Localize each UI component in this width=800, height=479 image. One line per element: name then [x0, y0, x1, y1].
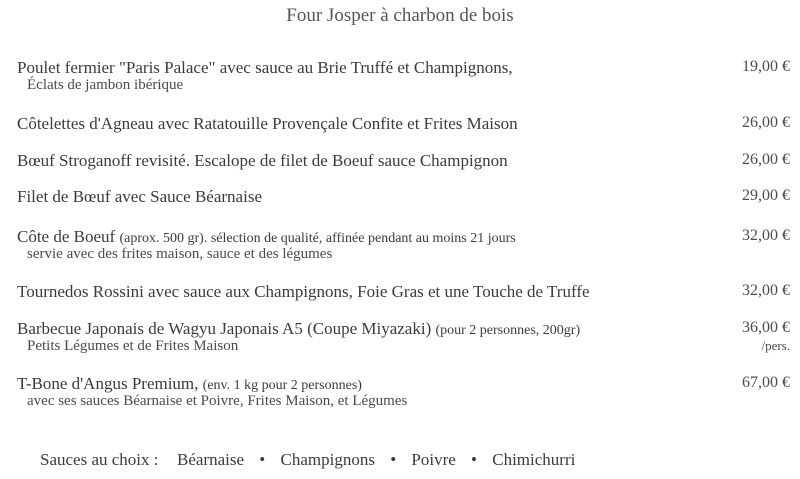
bullet-separator: • — [259, 450, 266, 469]
menu-item — [17, 151, 790, 171]
sauce-option: Chimichurri — [492, 450, 576, 469]
menu-item-name: Tournedos Rossini avec sauce aux Champignons, Foie Gras et une Touche de Truffe — [17, 282, 590, 301]
menu-item-price: 29,00 € — [742, 187, 790, 204]
menu-item — [17, 114, 790, 134]
bullet-separator: • — [390, 450, 397, 469]
menu-item — [17, 187, 790, 207]
menu-item — [17, 282, 790, 302]
menu-item-name: Filet de Bœuf avec Sauce Béarnaise — [17, 187, 262, 206]
menu-item-description: servie avec des frites maison, sauce et des légumes — [27, 246, 333, 262]
menu-item-name: Côtelettes d'Agneau avec Ratatouille Provençale Confite et Frites Maison — [17, 114, 518, 133]
menu-item-price: 36,00 € — [742, 319, 790, 336]
bullet-separator: • — [471, 450, 477, 469]
menu-item-description: Petits Légumes et de Frites Maison — [27, 338, 239, 354]
menu-item-price: 26,00 € — [742, 151, 790, 168]
menu-item-name: Côte de Boeuf — [17, 227, 116, 246]
menu-item-description: avec ses sauces Béarnaise et Poivre, Frites Maison, et Légumes — [27, 393, 408, 409]
menu-item-price-unit: /pers. — [761, 338, 790, 353]
menu-item-price: 32,00 € — [742, 282, 790, 299]
menu-item-name: T-Bone d'Angus Premium, — [17, 374, 199, 393]
menu-item — [17, 58, 790, 94]
menu-item-name: Poulet fermier "Paris Palace" avec sauce au Brie Truffé et Champignons, — [17, 58, 513, 77]
menu-item-price: 26,00 € — [742, 114, 790, 131]
menu-item-detail: (env. 1 kg pour 2 personnes) — [202, 378, 362, 393]
menu-item-description: Éclats de jambon ibérique — [27, 77, 184, 93]
menu-item-name-line — [17, 374, 790, 394]
menu-section-title: Four Josper à charbon de bois — [286, 5, 514, 26]
menu-item-detail: (aprox. 500 gr). sélection de qualité, affinée pendant au moins 21 jours — [119, 231, 516, 246]
menu-item — [17, 227, 790, 263]
sauce-option: Champignons — [280, 450, 375, 469]
menu-item — [17, 319, 790, 355]
menu-item-detail: (pour 2 personnes, 200gr) — [435, 323, 581, 338]
sauce-option: Poivre — [411, 450, 456, 469]
menu-item — [17, 374, 790, 410]
sauce-option: Béarnaise — [177, 450, 245, 469]
menu-item-price: 32,00 € — [742, 227, 790, 244]
menu-item-name: Bœuf Stroganoff revisité. Escalope de filet de Boeuf sauce Champignon — [17, 151, 508, 170]
menu-item-name-line — [17, 227, 790, 247]
menu-item-price: 19,00 € — [742, 58, 790, 75]
sauces-line — [40, 450, 575, 470]
sauces-label: Sauces au choix : — [40, 450, 159, 469]
menu-item-price: 67,00 € — [742, 374, 790, 391]
menu-item-name-line — [17, 319, 790, 339]
menu-item-name: Barbecue Japonais de Wagyu Japonais A5 (Coupe Miyazaki) — [17, 319, 432, 338]
